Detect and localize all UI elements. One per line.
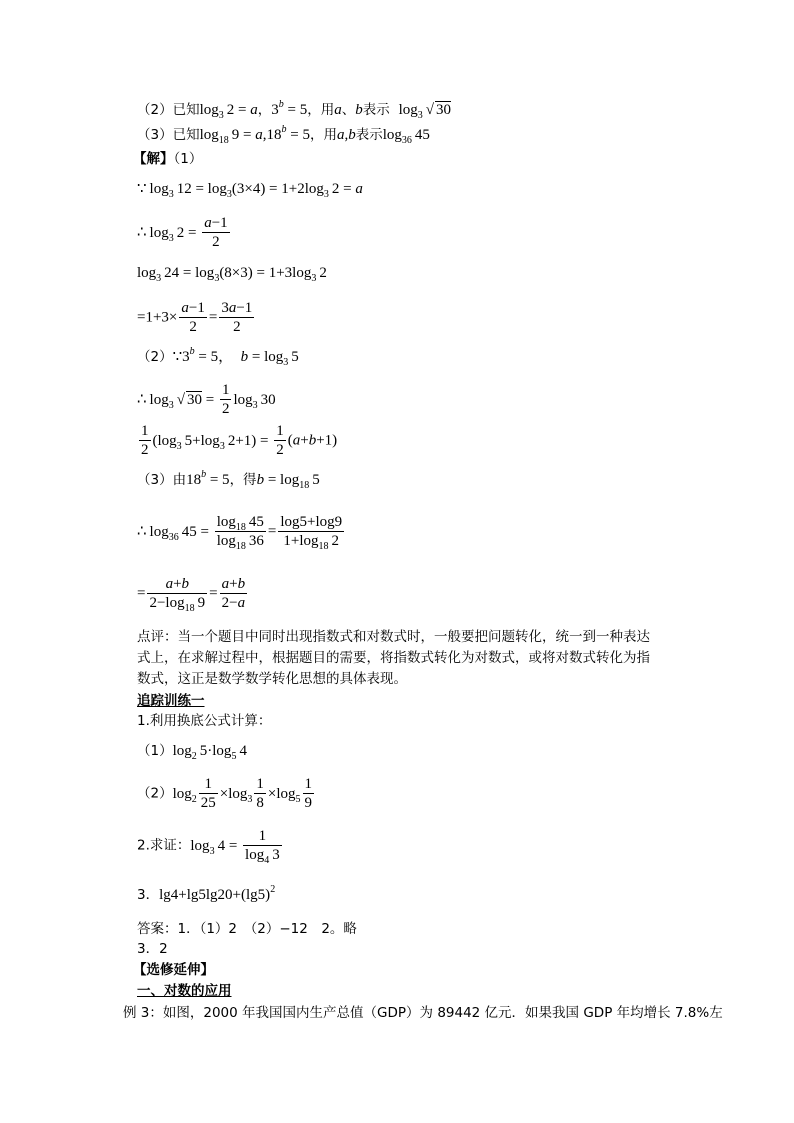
- practice-q1-part-a: $(1)\log_2$ $5\cdot\log_5$ 4: [137, 743, 247, 762]
- problem-part-3: （3）已知$\log_{18} 9 = a,18^b = 5$，用a,b表示$\log_{36} 45$: [137, 124, 430, 146]
- solution-step-2: ∴ $\log_3 2$ = $\frac{a-1}{2}$: [137, 215, 228, 250]
- problem-part-2: （2）已知$\log_3 2 = a$，$3^b = 5$，用a、b表示 $\log_3$ √ 30: [137, 99, 452, 121]
- solution-step-4: =1+3× $\frac{a-1}{2}$ = $\frac{3a-1}{2}$: [137, 300, 253, 335]
- solution-step-8: = $\frac{a+b}{2-\log_{18} 9}$ = $\frac{a+b}{2-a}$: [137, 576, 246, 614]
- practice-question-2: 2.求证：$\log_3 4$ = $\frac{1}{\log_4 3}$: [137, 828, 280, 866]
- example-3-text: 例 3：如图，2000 年我国国内生产总值（GDP）为 89442 亿元．如果我国 GDP 年均增长 7.8%左: [123, 1005, 723, 1021]
- practice-answer-1: 答案：1．（1）2 （2）−12 2。略: [137, 921, 357, 937]
- practice-question-3: 3．$\lg 4+\lg 5\lg 20+(\lg 5)^2$: [137, 884, 276, 903]
- solution-step-3: $\log_3 24 = \log_3(8\times 3) = 1+3\log_3$ 2: [137, 265, 327, 284]
- practice-title: 追踪训练一: [137, 693, 205, 709]
- extension-title: 【选修延伸】: [133, 962, 214, 978]
- solution-step-1: ∵ $\log_3 12 = \log_3(3\times 4) = 1+2\log_3$ 2 = a: [137, 181, 363, 200]
- solution-header: 【解】（1）: [133, 151, 203, 167]
- comment-paragraph: 点评：当一个题目中同时出现指数式和对数式时，一般要把问题转化，统一到一种表达式上，在求解过程中，根据题目的需要，将指数式转化为对数式，或将对数式转化为指数式，这正是数学数学转化思想的具体表现。: [137, 629, 650, 687]
- practice-q1-part-b: $(2)\log_2$ $\frac{1}{25}$ $\times\log_3$ $\frac{1}{8}$ $\times\log_5$ $\frac{1}{9}$: [137, 776, 313, 811]
- practice-answer-2: 3．2: [137, 941, 168, 957]
- solution-step-7: ∴ $\log_{36} 45$ = $\frac{\log_{18} 45}{\log_{18} 36}$ = $\frac{\log 5+\log 9}{1+\log_{18} 2}$: [137, 514, 343, 552]
- practice-question-1: 1.利用换底公式计算：: [137, 713, 272, 729]
- solution-step-6: $\frac{1}{2}$ ($\log_3$ $5+\log_3$ 2+1) = $\frac{1}{2}$ (a+b+1): [141, 423, 338, 458]
- solution-step-5: ∴ $\log_3$ √ 30 = $\frac{1}{2}$ $\log_3 30$: [137, 382, 276, 417]
- solution-part-3: （3）由$18^b = 5$，得$b = \log_{18} 5$: [137, 469, 320, 491]
- solution-part-2: $(2)\because 3^b = 5$， $b = \log_3 5$: [137, 346, 299, 368]
- extension-section: 一、对数的应用: [137, 983, 232, 999]
